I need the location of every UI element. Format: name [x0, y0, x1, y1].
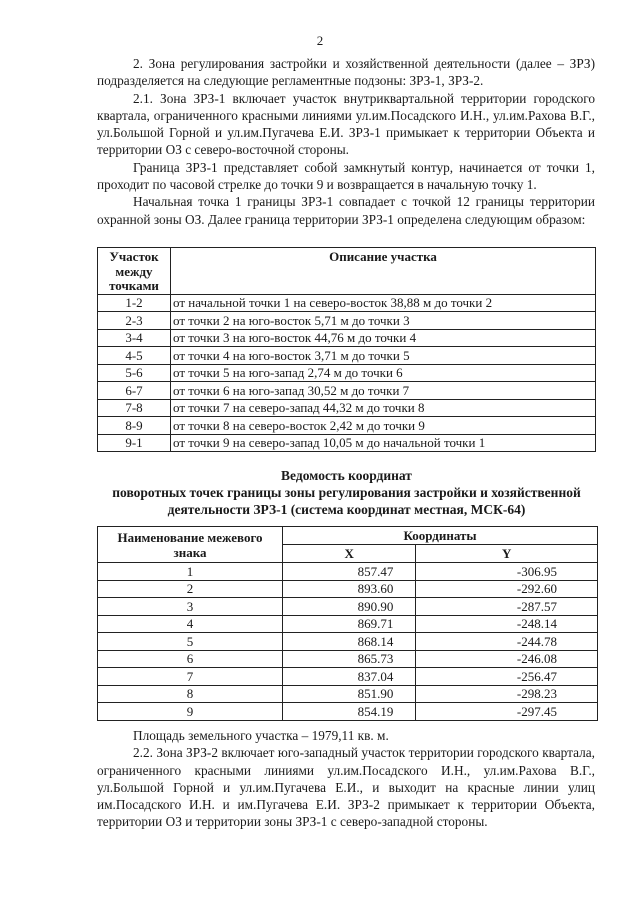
- segment-cell: 9-1: [98, 434, 171, 452]
- description-cell: от точки 2 на юго-восток 5,71 м до точки 3: [171, 312, 596, 330]
- y-coordinate-cell: -306.95: [416, 563, 598, 581]
- table-row: [98, 399, 596, 417]
- y-coordinate-cell: -246.08: [416, 650, 598, 668]
- table-row: [98, 434, 596, 452]
- y-coordinate-cell: -256.47: [416, 668, 598, 686]
- coordinates-table-header-row1: [98, 527, 598, 545]
- coords-title-line2: поворотных точек границы зоны регулирования застройки и хозяйственной: [112, 485, 581, 500]
- y-coordinate-cell: -287.57: [416, 598, 598, 616]
- text-body-top: [97, 55, 595, 228]
- y-coordinate-cell: -244.78: [416, 633, 598, 651]
- segments-table: [97, 247, 596, 452]
- y-coordinate-cell: -298.23: [416, 685, 598, 703]
- marker-number-cell: 3: [98, 598, 283, 616]
- y-coordinate-cell: -292.60: [416, 580, 598, 598]
- header-y: Y: [416, 545, 598, 563]
- table-row: [98, 312, 596, 330]
- marker-number-cell: 1: [98, 563, 283, 581]
- segment-cell: 2-3: [98, 312, 171, 330]
- description-cell: от точки 8 на северо-восток 2,42 м до точки 9: [171, 417, 596, 435]
- x-coordinate-cell: 865.73: [283, 650, 416, 668]
- marker-number-cell: 7: [98, 668, 283, 686]
- x-coordinate-cell: 868.14: [283, 633, 416, 651]
- segment-cell: 4-5: [98, 347, 171, 365]
- segment-cell: 6-7: [98, 382, 171, 400]
- table-row: [98, 294, 596, 312]
- paragraph-zrz1-boundary: Граница ЗРЗ-1 представляет собой замкнутый контур, начинается от точки 1, проходит по часовой стрелке до точки 9 и возвращается в начальную точку 1.: [97, 159, 595, 193]
- x-coordinate-cell: 837.04: [283, 668, 416, 686]
- table-row: [98, 382, 596, 400]
- table-row: [98, 685, 598, 703]
- table-row: [98, 598, 598, 616]
- table-row: [98, 615, 598, 633]
- y-coordinate-cell: -297.45: [416, 703, 598, 721]
- segment-cell: 8-9: [98, 417, 171, 435]
- marker-number-cell: 5: [98, 633, 283, 651]
- header-x: X: [283, 545, 416, 563]
- x-coordinate-cell: 893.60: [283, 580, 416, 598]
- paragraph-zone-division: 2. Зона регулирования застройки и хозяйственной деятельности (далее – ЗРЗ) подразделяется на следующие регламентные подзоны: ЗРЗ-1, ЗРЗ-2.: [97, 56, 595, 89]
- table-row: [98, 633, 598, 651]
- table-row: [98, 668, 598, 686]
- header-marker-name: Наименование межевого знака: [98, 527, 283, 563]
- x-coordinate-cell: 890.90: [283, 598, 416, 616]
- table-row: [98, 650, 598, 668]
- marker-number-cell: 4: [98, 615, 283, 633]
- y-coordinate-cell: -248.14: [416, 615, 598, 633]
- table-row: [98, 563, 598, 581]
- header-coordinates: Координаты: [283, 527, 598, 545]
- paragraph-zrz2-description: 2.2. Зона ЗРЗ-2 включает юго-западный участок территории городского квартала, ограниченного красными линиями ул.им.Посадского И.Н., ул.им.Рахова В.Г., ул.Большой Горной и ул.им.Пугачева Е.И., и выходит на красные линии улиц им.Посадского И.Н. и им.Пугачева Е.И. ЗРЗ-2 примыкает к территории Объекта, территории ОЗ и территории зоны ЗРЗ-1 с северо-западной стороны.: [97, 745, 595, 830]
- table-row: [98, 703, 598, 721]
- table-row: [98, 329, 596, 347]
- description-cell: от точки 7 на северо-запад 44,32 м до точки 8: [171, 399, 596, 417]
- description-cell: от точки 5 на юго-запад 2,74 м до точки 6: [171, 364, 596, 382]
- segments-table-header: [98, 248, 596, 295]
- table-row: [98, 364, 596, 382]
- coords-title-line3: деятельности ЗРЗ-1 (система координат местная, МСК-64): [167, 502, 526, 517]
- description-cell: от точки 4 на юго-восток 3,71 м до точки 5: [171, 347, 596, 365]
- marker-number-cell: 2: [98, 580, 283, 598]
- description-cell: от точки 3 на юго-восток 44,76 м до точки 4: [171, 329, 596, 347]
- segment-cell: 5-6: [98, 364, 171, 382]
- coords-title-line1: Ведомость координат: [281, 468, 412, 483]
- segment-cell: 3-4: [98, 329, 171, 347]
- text-body-bottom: [97, 727, 595, 831]
- marker-number-cell: 8: [98, 685, 283, 703]
- x-coordinate-cell: 854.19: [283, 703, 416, 721]
- description-cell: от начальной точки 1 на северо-восток 38,88 м до точки 2: [171, 294, 596, 312]
- segment-cell: 1-2: [98, 294, 171, 312]
- segment-cell: 7-8: [98, 399, 171, 417]
- marker-number-cell: 9: [98, 703, 283, 721]
- x-coordinate-cell: 869.71: [283, 615, 416, 633]
- table-row: [98, 417, 596, 435]
- header-segment: Участок между точками: [98, 248, 171, 295]
- paragraph-zrz1-start-point: Начальная точка 1 границы ЗРЗ-1 совпадает с точкой 12 границы территории охранной зоны ОЗ. Далее граница территории ЗРЗ-1 определена следующим образом:: [97, 194, 595, 227]
- marker-number-cell: 6: [98, 650, 283, 668]
- paragraph-zrz1-description: 2.1. Зона ЗРЗ-1 включает участок внутриквартальной территории городского квартала, ограниченного красными линиями ул.им.Посадского И.Н., ул.им.Рахова В.Г., ул.Большой Горной и ул.им.Пугачева Е.И. ЗРЗ-1 примыкает к территории Объекта и территории ОЗ с северо-восточной стороны.: [97, 90, 595, 158]
- header-description: Описание участка: [171, 248, 596, 295]
- coordinates-table: [97, 526, 598, 721]
- paragraph-area: Площадь земельного участка – 1979,11 кв. м.: [133, 728, 389, 743]
- description-cell: от точки 9 на северо-запад 10,05 м до начальной точки 1: [171, 434, 596, 452]
- table-row: [98, 580, 598, 598]
- x-coordinate-cell: 857.47: [283, 563, 416, 581]
- table-row: [98, 347, 596, 365]
- description-cell: от точки 6 на юго-запад 30,52 м до точки 7: [171, 382, 596, 400]
- x-coordinate-cell: 851.90: [283, 685, 416, 703]
- page-number: 2: [316, 33, 324, 48]
